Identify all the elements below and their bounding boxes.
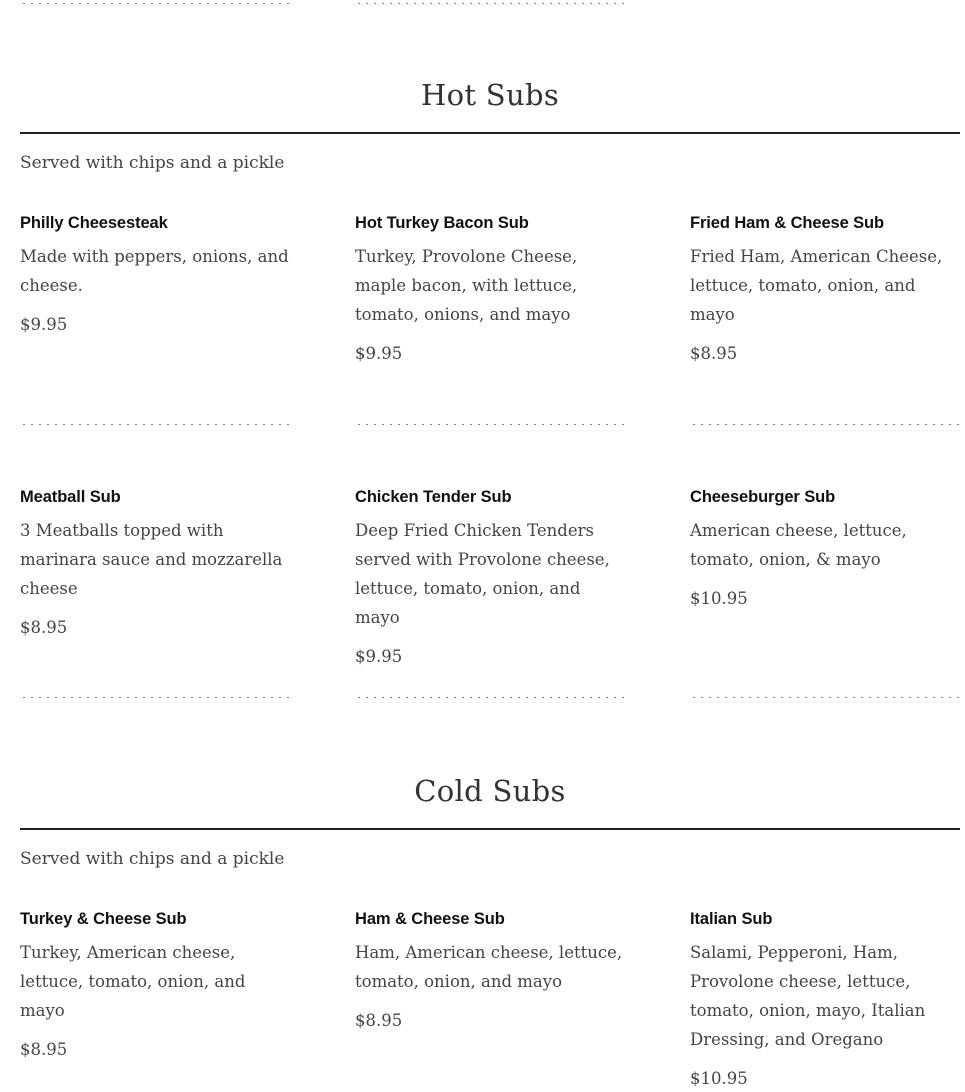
menu-item-name: Hot Turkey Bacon Sub: [355, 214, 529, 232]
menu-item-description: Made with peppers, onions, and cheese.: [20, 247, 289, 295]
section-divider: [20, 132, 960, 134]
dotted-separator: [355, 424, 625, 425]
menu-item-description: Turkey, Provolone Cheese, maple bacon, with lettuce, tomato, onions, and mayo: [355, 247, 578, 324]
menu-item-price: $9.95: [355, 647, 403, 666]
menu-item-turkey-cheese-sub: [20, 908, 295, 1061]
dotted-separator: [20, 3, 290, 4]
section-note: Served with chips and a pickle: [20, 849, 285, 869]
menu-item-price: $9.95: [355, 344, 403, 363]
menu-item-fried-ham-cheese-sub: [690, 212, 965, 365]
menu-item-name: Cheeseburger Sub: [690, 488, 836, 506]
menu-item-chicken-tender-sub: [355, 486, 630, 668]
section-note: Served with chips and a pickle: [20, 153, 285, 173]
menu-item-description: Turkey, American cheese, lettuce, tomato, onion, and mayo: [20, 943, 246, 1020]
menu-item-hot-turkey-bacon-sub: [355, 212, 630, 365]
menu-item-name: Turkey & Cheese Sub: [20, 910, 187, 928]
menu-item-meatball-sub: [20, 486, 295, 639]
dotted-separator: [355, 3, 625, 4]
menu-item-name: Philly Cheesesteak: [20, 214, 168, 232]
menu-item-price: $9.95: [20, 315, 68, 334]
dotted-separator: [355, 697, 625, 698]
menu-item-description: Salami, Pepperoni, Ham, Provolone cheese, lettuce, tomato, onion, mayo, Italian Dressing, and Oregano: [690, 943, 926, 1049]
menu-item-name: Chicken Tender Sub: [355, 488, 512, 506]
menu-item-italian-sub: [690, 908, 965, 1090]
dotted-separator: [690, 424, 960, 425]
section-title-cold-subs: Cold Subs: [414, 774, 566, 808]
menu-item-description: 3 Meatballs topped with marinara sauce and mozzarella cheese: [20, 521, 283, 598]
menu-item-price: $8.95: [20, 618, 68, 637]
dotted-separator: [690, 697, 960, 698]
menu-item-name: Fried Ham & Cheese Sub: [690, 214, 885, 232]
menu-item-description: Fried Ham, American Cheese, lettuce, tomato, onion, and mayo: [690, 247, 943, 324]
menu-item-ham-cheese-sub: [355, 908, 630, 1032]
menu-item-description: Deep Fried Chicken Tenders served with Provolone cheese, lettuce, tomato, onion, and mayo: [355, 521, 610, 627]
menu-item-price: $10.95: [690, 589, 748, 608]
menu-item-name: Ham & Cheese Sub: [355, 910, 505, 928]
section-title-hot-subs: Hot Subs: [420, 78, 559, 112]
section-divider: [20, 828, 960, 830]
menu-item-name: Meatball Sub: [20, 488, 121, 506]
menu-item-cheeseburger-sub: [690, 486, 965, 610]
menu-item-price: $8.95: [20, 1040, 68, 1059]
menu-item-description: Ham, American cheese, lettuce, tomato, onion, and mayo: [355, 943, 623, 991]
menu-item-price: $8.95: [690, 344, 738, 363]
menu-item-price: $10.95: [690, 1069, 748, 1088]
menu-item-philly-cheesesteak: [20, 212, 295, 336]
dotted-separator: [20, 424, 290, 425]
menu-item-description: American cheese, lettuce, tomato, onion, & mayo: [690, 521, 907, 569]
menu-item-price: $8.95: [355, 1011, 403, 1030]
menu-item-name: Italian Sub: [690, 910, 773, 928]
dotted-separator: [20, 697, 290, 698]
